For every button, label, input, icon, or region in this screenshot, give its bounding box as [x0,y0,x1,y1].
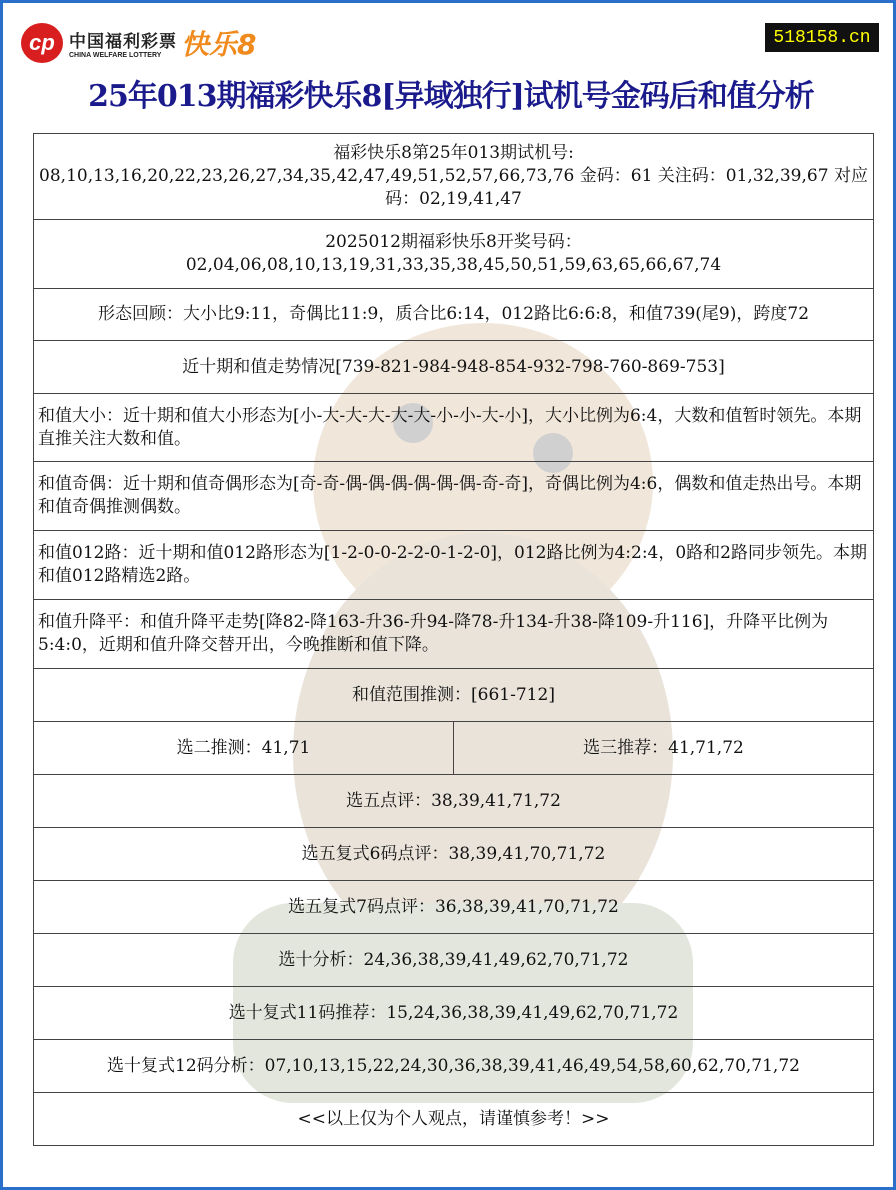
lottery-logo-icon: cp [21,23,63,63]
disclaimer: <<以上仅为个人观点，请谨慎参考！>> [34,1093,874,1146]
site-badge[interactable]: 518158.cn [765,23,879,52]
logo-cn-text: 中国福利彩票 [69,32,177,52]
draw-numbers: 02,04,06,08,10,13,19,31,33,35,38,45,50,51,59,63,65,66,67,74 [185,255,722,275]
sum-odd-even: 和值奇偶：近十期和值奇偶形态为[奇-奇-偶-偶-偶-偶-偶-偶-奇-奇]，奇偶比例为4:6，偶数和值走热出号。本期和值奇偶推测偶数。 [34,462,874,531]
draw-heading: 2025012期福彩快乐8开奖号码： [325,232,582,252]
trial-numbers-cell [34,134,874,220]
trial-numbers: 08,10,13,16,20,22,23,26,27,34,35,42,47,49,51,52,57,66,73,76 金码：61 关注码：01,32,39,67 对应码：02,19,41,47 [39,166,868,209]
draw-result-cell [34,220,874,289]
form-review: 形态回顾：大小比9:11，奇偶比11:9，质合比6:14，012路比6:6:8，和值739(尾9)，跨度72 [34,289,874,341]
sum-range: 和值范围推测：[661-712] [34,669,874,722]
pick2: 选二推测：41,71 [34,722,454,775]
sum-rise-fall: 和值升降平：和值升降平走势[降82-降163-升36-升94-降78-升134-升38-降109-升116]，升降平比例为5:4:0，近期和值升降交替开出，今晚推断和值下降。 [34,600,874,669]
pick5: 选五点评：38,39,41,71,72 [34,775,874,828]
logo-en-text: CHINA WELFARE LOTTERY [69,52,162,59]
pick5-6code: 选五复式6码点评：38,39,41,70,71,72 [34,828,874,881]
sum-012-route: 和值012路：近十期和值012路形态为[1-2-0-0-2-2-0-1-2-0]，012路比例为4:2:4，0路和2路同步领先。本期和值012路精选2路。 [34,531,874,600]
logo-game-text: 快乐8 [181,28,257,61]
sum-trend: 近十期和值走势情况[739-821-984-948-854-932-798-760-869-753] [34,341,874,394]
page-title: 25年013期福彩快乐8[异域独行]试机号金码后和值分析 [88,79,814,114]
pick3: 选三推荐：41,71,72 [454,722,874,775]
analysis-table [33,133,874,1146]
china-welfare-lottery-logo [21,23,256,63]
pick5-7code: 选五复式7码点评：36,38,39,41,70,71,72 [34,881,874,934]
pick10-11code: 选十复式11码推荐：15,24,36,38,39,41,49,62,70,71,72 [34,987,874,1040]
pick10-12code: 选十复式12码分析：07,10,13,15,22,24,30,36,38,39,41,46,49,54,58,60,62,70,71,72 [34,1040,874,1093]
trial-heading: 福彩快乐8第25年013期试机号: [333,143,574,163]
sum-size: 和值大小：近十期和值大小形态为[小-大-大-大-大-大-小-小-大-小]，大小比例为6:4，大数和值暂时领先。本期直推关注大数和值。 [34,394,874,462]
pick10: 选十分析：24,36,38,39,41,49,62,70,71,72 [34,934,874,987]
